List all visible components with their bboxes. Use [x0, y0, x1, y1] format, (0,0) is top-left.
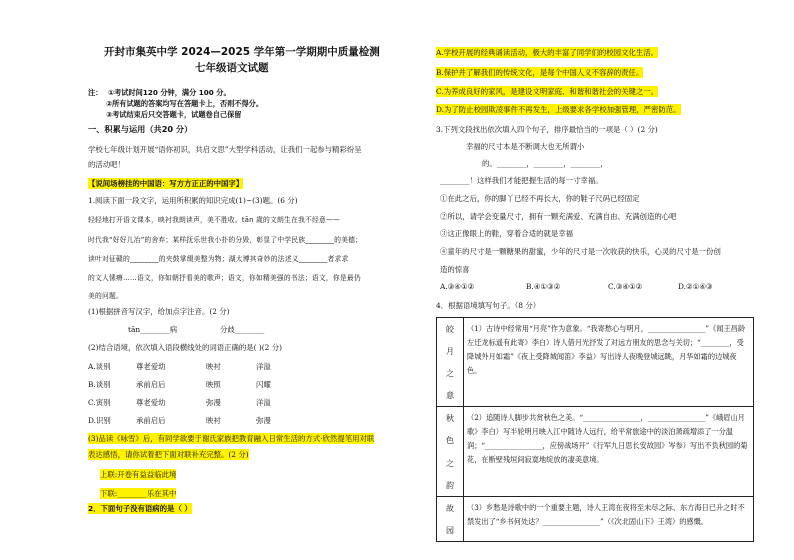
note-3: ③考试结束后只交答题卡，试题卷自己保留	[106, 110, 242, 119]
row-content[interactable]: （2）追随诗人脚步共赏秋色之美。“________________，________________”《峨眉山月歌》李白）写半轮明月映入江中随诗人远行，给平常旅途中的淡泊萧疏增添了一分温润；“________________，应傍战场开”《行军九日思长安故园》岑参）写出不负秋园的菊花，在断壁残垣间寂寞地绽放的凄美意境。	[467, 413, 748, 464]
pinyin-blank-b[interactable]: 分歧________	[220, 325, 265, 334]
passage-line-5: 美的问题。	[88, 292, 123, 300]
subquestion-3-line-2: 表达感悟，请你试着把下面对联补充完整。(2 分)	[88, 450, 249, 459]
subquestion-2: (2)结合语境，依次填入语段横线处的词语正确的是( )(2 分)	[88, 343, 282, 352]
sentence-4-cont: 造的惊喜	[440, 265, 470, 274]
notes-label: 注：	[88, 88, 103, 97]
sub-heading: 【说间场榜挂的中国语：写方方正正的中国字】	[88, 179, 244, 188]
exam-subtitle: 七年级语文试题	[195, 62, 269, 74]
choice-d[interactable]: D.为了防止校园欺凌事件不再发生，上级要求各学校加强管理，严密防范。	[436, 105, 681, 114]
pinyin-blank-a[interactable]: tān________病	[128, 325, 178, 334]
sentence-3: ③这正像眼上的鞋，穿着合适的就是幸福	[440, 229, 574, 238]
exam-page: 开封市集英中学 2024—2025 学年第一学期期中质量检测 七年级语文试题 注： ①考试时间120 分钟，满分 100 分。 ②所有试题的答案均写在答题卡上，否则不得分。 ③考试结束后只交答题卡，试题卷自己保留 一、积累与运用（共20 分） 学校七年级计划开展“语你初识，共启文思”大型学科活动，让我们一起参与精彩纷呈 的活动吧！ 【说间场榜挂的中国语：写方方正正的中国字】 1.阅读下面一段文字，运用所积累的知识完成(1)~(3)题。(6 分) 轻轻地打开语文课本，映衬我朗读声，美不胜收。tān 歲的文朗生在我不经意—— 时代我“好好儿冶”的舍弃；某样抚乐世我小扑的分毁，彰显了中学民族________的美德； 读叶对征赣的________的夹鼓掌缀美整为物；湖太博其奇妙的法述义________者求求 的文人愫瘠……语文，你如朝抒看美的歌声；语文，你如精美强的书法；语文，你是最仍 美的问题。 (1)根据拼音写汉字，给加点字注音。(2 分) tān________病 分歧________ (2)结合语境，依次填入语段横线处的词语正确的是( )(2 分) A.谈别 尊老爱幼 映衬 洋溢 B.谈别 承前启后 映照 闪耀 C.寅别 尊老爱幼 弥漫 洋溢 D.识别 承前启后 映衬 弥漫 (3)品读《咏雪》后，有同学欲要于谢氏家族把教育融入日常生活的方式·欣然提笔用对联 表达感悟，请你试着把下面对联补充完整。(2 分) 上联:开卷有益益临此境 下联:________乐在其中 2．下面句子没有语病的是（ ） A.学校开展的经典诵读活动，极大的丰富了同学们的校园文化生活。 B.保护并了解我们的传统文化，是每个中国人义不容辞的责任。 C.为养成良好的家风，是建设文明家庭、和谐和谐社会的关键之一。 D.为了防止校园欺凌事件不再发生，上级要求各学校加强管理，严密防范。 3.下列文段找出依次填入四个句子，排序最恰当的一项是（ ）(2 分) 幸福的尺寸本是不断调大也无所谓小 的。________，________，________， ________！这样我们才能把握生活的每一寸幸福。 ①在此之后，你的脚丫已经不再长大，你的鞋子尺码已经固定 ②所以，请学会变量尺寸，拥有一颗充满爱、充满自由、充满创造的心吧 ③这正像眼上的鞋，穿着合适的就是幸福 ④童年的尺寸是一颗糖果的甜蜜，少年的尺寸是一次收获的快乐，心灵的尺寸是一份创 造的惊喜 A.③④①② B.④①③② C.③④①② D.②①④③ 4．根据语境填写句子。（8 分） 皎 月 之 意 （1）古诗中经常用“月亮”作为意象。“我寄愁心与明月，________________”《闻王昌龄左迁龙标遥有此寄》李白）诗人借月光抒发了对远方朋友的思念与关切；“________，受降城外月如霜”《夜上受降城闻笛》李益）写出诗人夜晚登城远眺，月华如霜的边城夜色。 秋 色 之 韵 （2）追随诗人脚步共赏秋色之美。“________________，________________”《峨眉山月歌》李白）写半轮明月映入江中随诗人远行，给平常旅途中的淡泊萧疏增添了一分温润；“________________，应傍战场开”《行军九日思长安故园》岑参）写出不负秋园的菊花，在断壁残垣间寂寞地绽放的凄美意境。 故 园 （3）乡愁是诗歌中的一个重要主题，诗人王湾在夜将至未尽之际、东方海日已升之时不禁发出了“乡书何处达？________________”（《次北固山下》王湾）的感慨。	[0, 0, 794, 560]
couplet-lower[interactable]: 下联:________乐在其中	[100, 489, 177, 498]
row-label: 秋 色 之 韵	[437, 407, 464, 497]
q3-line-a: 幸福的尺寸本是不断调大也无所谓小	[466, 142, 585, 151]
question-1: 1.阅读下面一段文字，运用所积累的知识完成(1)~(3)题。(6 分)	[88, 196, 298, 205]
choice-a[interactable]: A.学校开展的经典诵读活动，极大的丰富了同学们的校园文化生活。	[436, 48, 659, 57]
couplet-upper: 上联:开卷有益益临此境	[100, 470, 177, 479]
choice-c[interactable]: C.为养成良好的家风，是建设文明家庭、和谐和谐社会的关键之一。	[436, 87, 659, 96]
row-content[interactable]: （1）古诗中经常用“月亮”作为意象。“我寄愁心与明月，________________”《闻王昌龄左迁龙标遥有此寄》李白）诗人借月光抒发了对远方朋友的思念与关切；“________，受降城外月如霜”《夜上受降城闻笛》李益）写出诗人夜晚登城远眺，月华如霜的边城夜色。	[467, 324, 746, 375]
sentence-4: ④童年的尺寸是一颗糖果的甜蜜，少年的尺寸是一次收获的快乐，心灵的尺寸是一份创	[440, 247, 721, 256]
choice-b[interactable]: B.保护并了解我们的传统文化，是每个中国人义不容辞的责任。	[436, 68, 644, 77]
sentence-1: ①在此之后，你的脚丫已经不再长大，你的鞋子尺码已经固定	[440, 194, 640, 203]
row-content[interactable]: （3）乡愁是诗歌中的一个重要主题，诗人王湾在夜将至未尽之际、东方海日已升之时不禁发出了“乡书何处达？________________”（《次北固山下》王湾）的感慨。	[467, 503, 745, 526]
question-3: 3.下列文段找出依次填入四个句子，排序最恰当的一项是（ ）(2 分)	[436, 125, 658, 134]
subquestion-3-line-1: (3)品读《咏雪》后，有同学欲要于谢氏家族把教育融入日常生活的方式·欣然提笔用对联	[88, 434, 375, 443]
table-row	[437, 496, 753, 542]
sentence-2: ②所以，请学会变量尺寸，拥有一颗充满爱、充满自由、充满创造的心吧	[440, 212, 677, 221]
subquestion-1: (1)根据拼音写汉字，给加点字注音。(2 分)	[88, 307, 230, 316]
section-heading: 一、积累与运用（共20 分）	[88, 124, 193, 134]
row-label: 皎 月 之 意	[437, 318, 464, 406]
intro-line-2: 的活动吧！	[88, 160, 125, 169]
passage-line-4: 的文人愫瘠……语文，你如朝抒看美的歌声；语文，你如精美强的书法；语文，你是最仍	[88, 274, 361, 282]
exam-title: 开封市集英中学 2024—2025 学年第一学期期中质量检测	[104, 46, 380, 58]
question-4: 4．根据语境填写句子。（8 分）	[436, 301, 541, 310]
q3-line-b[interactable]: 的。________，________，________，	[482, 159, 608, 168]
fill-in-table	[436, 317, 754, 542]
row-label: 故 园	[437, 497, 464, 542]
q3-line-c[interactable]: ________！这样我们才能把握生活的每一寸幸福。	[440, 176, 603, 185]
table-row	[437, 318, 753, 406]
question-2: 2．下面句子没有语病的是（ ）	[88, 504, 192, 513]
passage-line-1: 轻轻地打开语文课本，映衬我朗读声，美不胜收。tān 歲的文朗生在我不经意——	[88, 216, 340, 224]
note-1: ①考试时间120 分钟，满分 100 分。	[108, 88, 231, 97]
note-2: ②所有试题的答案均写在答题卡上，否则不得分。	[106, 99, 264, 108]
table-row	[437, 406, 753, 497]
passage-line-3: 读叶对征赣的________的夹鼓掌缀美整为物；湖太博其奇妙的法述义________者求求	[88, 255, 349, 263]
passage-line-2: 时代我“好好儿冶”的舍弃；某样抚乐世我小扑的分毁，彰显了中学民族________的美德；	[88, 236, 363, 244]
intro-line-1: 学校七年级计划开展“语你初识，共启文思”大型学科活动，让我们一起参与精彩纷呈	[88, 145, 362, 154]
